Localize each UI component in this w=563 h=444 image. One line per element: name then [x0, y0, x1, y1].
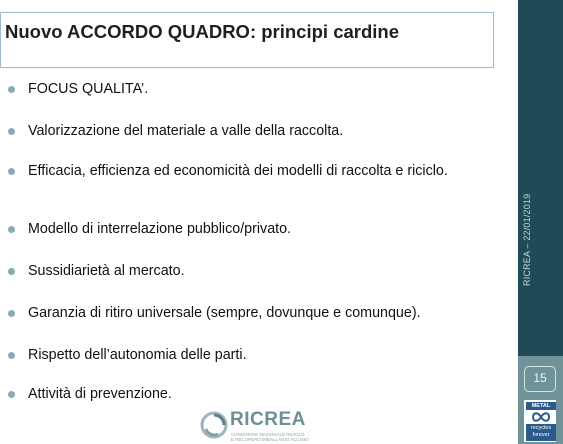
bullet-text: Garanzia di ritiro universale (sempre, dovunque e comunque).	[28, 305, 421, 321]
bullet-dot-icon	[8, 352, 15, 359]
bullet-item	[8, 163, 492, 180]
bullet-item	[8, 263, 492, 280]
ricrea-logo-icon	[200, 411, 228, 439]
bullet-text: Sussidiarietà al mercato.	[28, 263, 185, 279]
bullet-item	[8, 347, 492, 364]
bullet-dot-icon	[8, 391, 15, 398]
bullet-dot-icon	[8, 226, 15, 233]
badge-top-text: METAL	[526, 402, 556, 410]
bullet-dot-icon	[8, 86, 15, 93]
logo-subtitle: CONSORZIO NAZIONALE RICICLO	[231, 432, 305, 437]
bullet-text: Rispetto dell’autonomia delle parti.	[28, 347, 247, 363]
bullet-text: Valorizzazione del materiale a valle della raccolta.	[28, 123, 344, 139]
logo-wordmark: RICREA	[230, 409, 306, 430]
bullet-item	[8, 81, 492, 98]
bullet-item	[8, 386, 492, 403]
logo-subtitle: E RECUPERO IMBALLAGGI ACCIAIO	[231, 437, 309, 442]
bullet-item	[8, 123, 492, 140]
date-label: RICREA – 22/01/2019	[522, 193, 532, 286]
bullet-text: Modello di interrelazione pubblico/privato.	[28, 221, 292, 237]
bullet-dot-icon	[8, 128, 15, 135]
slide-title: Nuovo ACCORDO QUADRO: principi cardine	[5, 21, 400, 42]
bullet-dot-icon	[8, 268, 15, 275]
bullet-text: Attività di prevenzione.	[28, 386, 172, 402]
page-number: 15	[524, 366, 556, 392]
badge-bottom	[526, 424, 556, 441]
badge-bottom-text: recycles	[530, 425, 552, 431]
bullet-item	[8, 305, 492, 322]
metal-recycles-forever-badge	[524, 400, 556, 442]
ricrea-logo	[200, 408, 330, 444]
bullet-dot-icon	[8, 310, 15, 317]
bullet-text: Efficacia, efficienza ed economicità dei modelli di raccolta e riciclo.	[28, 163, 448, 179]
bullet-item	[8, 221, 492, 238]
infinity-icon	[532, 411, 550, 423]
bullet-text: FOCUS QUALITA’.	[28, 81, 149, 97]
bullet-dot-icon	[8, 168, 15, 175]
badge-bottom-text: forever	[532, 432, 550, 438]
